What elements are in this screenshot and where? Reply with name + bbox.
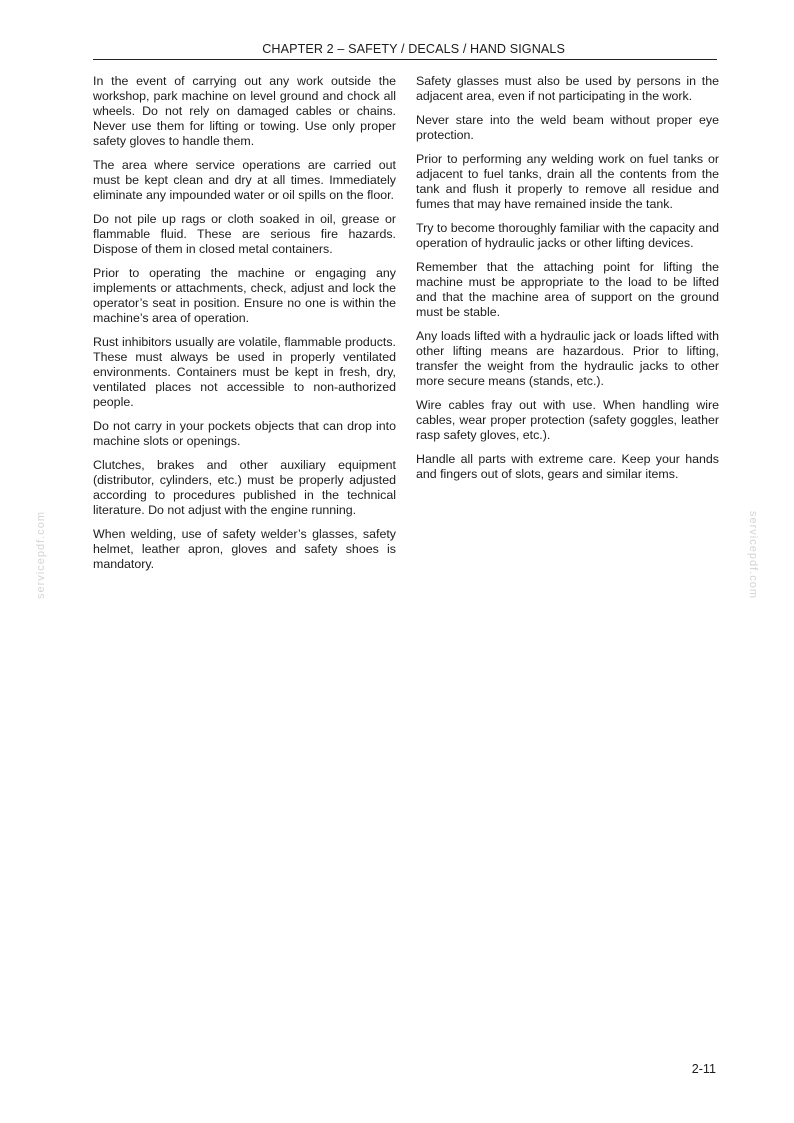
paragraph: Handle all parts with extreme care. Keep your hands and fingers out of slots, gears and similar items. [416,452,719,481]
paragraph: Safety glasses must also be used by persons in the adjacent area, even if not participating in the work. [416,74,719,103]
paragraph: The area where service operations are carried out must be kept clean and dry at all times. Immediately eliminate any impounded water or oil spills on the floor. [93,158,396,202]
paragraph: Remember that the attaching point for lifting the machine must be appropriate to the load to be lifted and that the machine area of support on the ground must be stable. [416,260,719,319]
right-column [416,74,719,491]
left-column [93,74,396,581]
watermark-left: servicepdf.com [34,511,47,599]
paragraph: Clutches, brakes and other auxiliary equipment (distributor, cylinders, etc.) must be properly adjusted according to procedures published in the technical literature. Do not adjust with the engine running. [93,458,396,517]
watermark-right: servicepdf.com [747,511,760,599]
paragraph: Do not pile up rags or cloth soaked in oil, grease or flammable fluid. These are serious fire hazards. Dispose of them in closed metal containers. [93,212,396,256]
paragraph: Prior to performing any welding work on fuel tanks or adjacent to fuel tanks, drain all the contents from the tank and flush it properly to remove all residue and fumes that may have remained inside the tank. [416,152,719,211]
paragraph: Any loads lifted with a hydraulic jack or loads lifted with other lifting means are hazardous. Prior to lifting, transfer the weight from the hydraulic jacks to other more secure means (stands, etc.). [416,329,719,388]
paragraph: Rust inhibitors usually are volatile, flammable products. These must always be used in properly ventilated environments. Containers must be kept in fresh, dry, ventilated places not accessible to non-authorized people. [93,335,396,409]
paragraph: Try to become thoroughly familiar with the capacity and operation of hydraulic jacks or other lifting devices. [416,221,719,250]
paragraph: In the event of carrying out any work outside the workshop, park machine on level ground and chock all wheels. Do not rely on damaged cables or chains. Never use them for lifting or towing. Use only proper safety gloves to handle them. [93,74,396,148]
paragraph: Do not carry in your pockets objects that can drop into machine slots or openings. [93,419,396,448]
paragraph: Never stare into the weld beam without proper eye protection. [416,113,719,142]
paragraph: When welding, use of safety welder’s glasses, safety helmet, leather apron, gloves and safety shoes is mandatory. [93,527,396,571]
chapter-title: CHAPTER 2 – SAFETY / DECALS / HAND SIGNALS [262,42,565,56]
paragraph: Wire cables fray out with use. When handling wire cables, wear proper protection (safety goggles, leather rasp safety gloves, etc.). [416,398,719,442]
paragraph: Prior to operating the machine or engaging any implements or attachments, check, adjust and lock the operator’s seat in position. Ensure no one is within the machine’s area of operation. [93,266,396,325]
page-header [93,42,717,60]
page-number: 2-11 [691,1062,716,1076]
